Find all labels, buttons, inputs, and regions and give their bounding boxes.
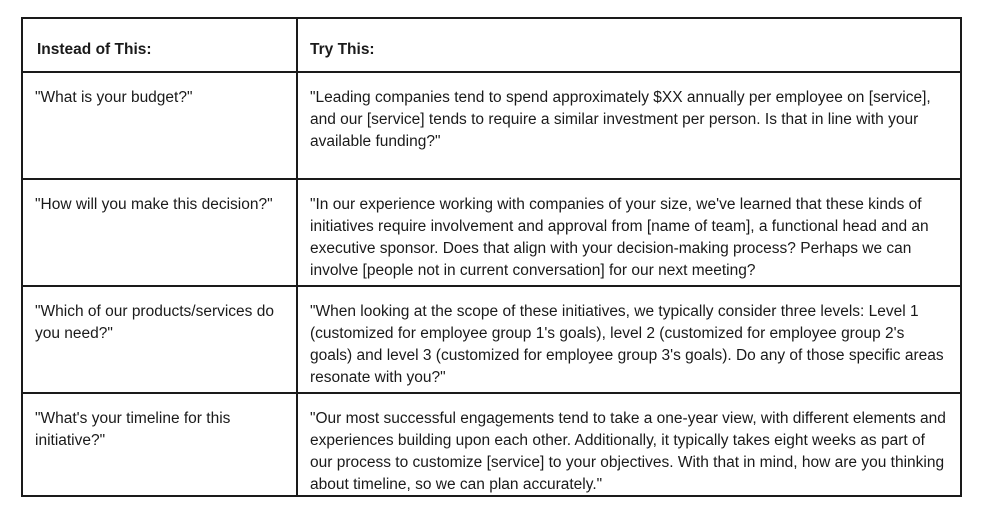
instead-cell <box>23 72 297 179</box>
comparison-table <box>23 19 960 496</box>
instead-text: "Which of our products/services do you need?" <box>35 303 274 342</box>
try-text: "Our most successful engagements tend to take a one-year view, with different elements and experiences building upon each other. Additionally, it typically takes eight weeks as part of our process to customize [service] to your objectives. With that in mind, how are you thinking about timeline, so we can plan accurately." <box>310 410 946 493</box>
instead-cell <box>23 179 297 286</box>
try-cell <box>297 393 960 496</box>
table-header-row <box>23 19 960 72</box>
instead-text: "What's your timeline for this initiative?" <box>35 410 231 449</box>
try-cell <box>297 72 960 179</box>
instead-text: "How will you make this decision?" <box>35 196 273 213</box>
try-text: "When looking at the scope of these initiatives, we typically consider three levels: Level 1 (customized for employee group 1's goals), level 2 (customized for employee group 2's goals) and level 3 (customized for employee group 3's goals). Do any of those specific areas resonate with you?" <box>310 303 944 386</box>
table-row <box>23 286 960 393</box>
header-label: Try This: <box>310 41 375 58</box>
table-row <box>23 72 960 179</box>
try-cell <box>297 286 960 393</box>
instead-cell <box>23 393 297 496</box>
table-row <box>23 393 960 496</box>
instead-text: "What is your budget?" <box>35 89 193 106</box>
try-text: "Leading companies tend to spend approximately $XX annually per employee on [service], and our [service] tends to require a similar investment per person. Is that in line with your available funding?" <box>310 89 931 150</box>
try-cell <box>297 179 960 286</box>
table-row <box>23 179 960 286</box>
try-text: "In our experience working with companies of your size, we've learned that these kinds of initiatives require involvement and approval from [name of team], a functional head and an executive sponsor. Does that align with your decision-making process? Perhaps we can involve [people not in current conversation] for our next meeting? <box>310 196 929 279</box>
header-label: Instead of This: <box>37 41 152 58</box>
comparison-table-container <box>21 17 962 497</box>
instead-cell <box>23 286 297 393</box>
header-instead-of-this <box>23 19 297 72</box>
header-try-this <box>297 19 960 72</box>
